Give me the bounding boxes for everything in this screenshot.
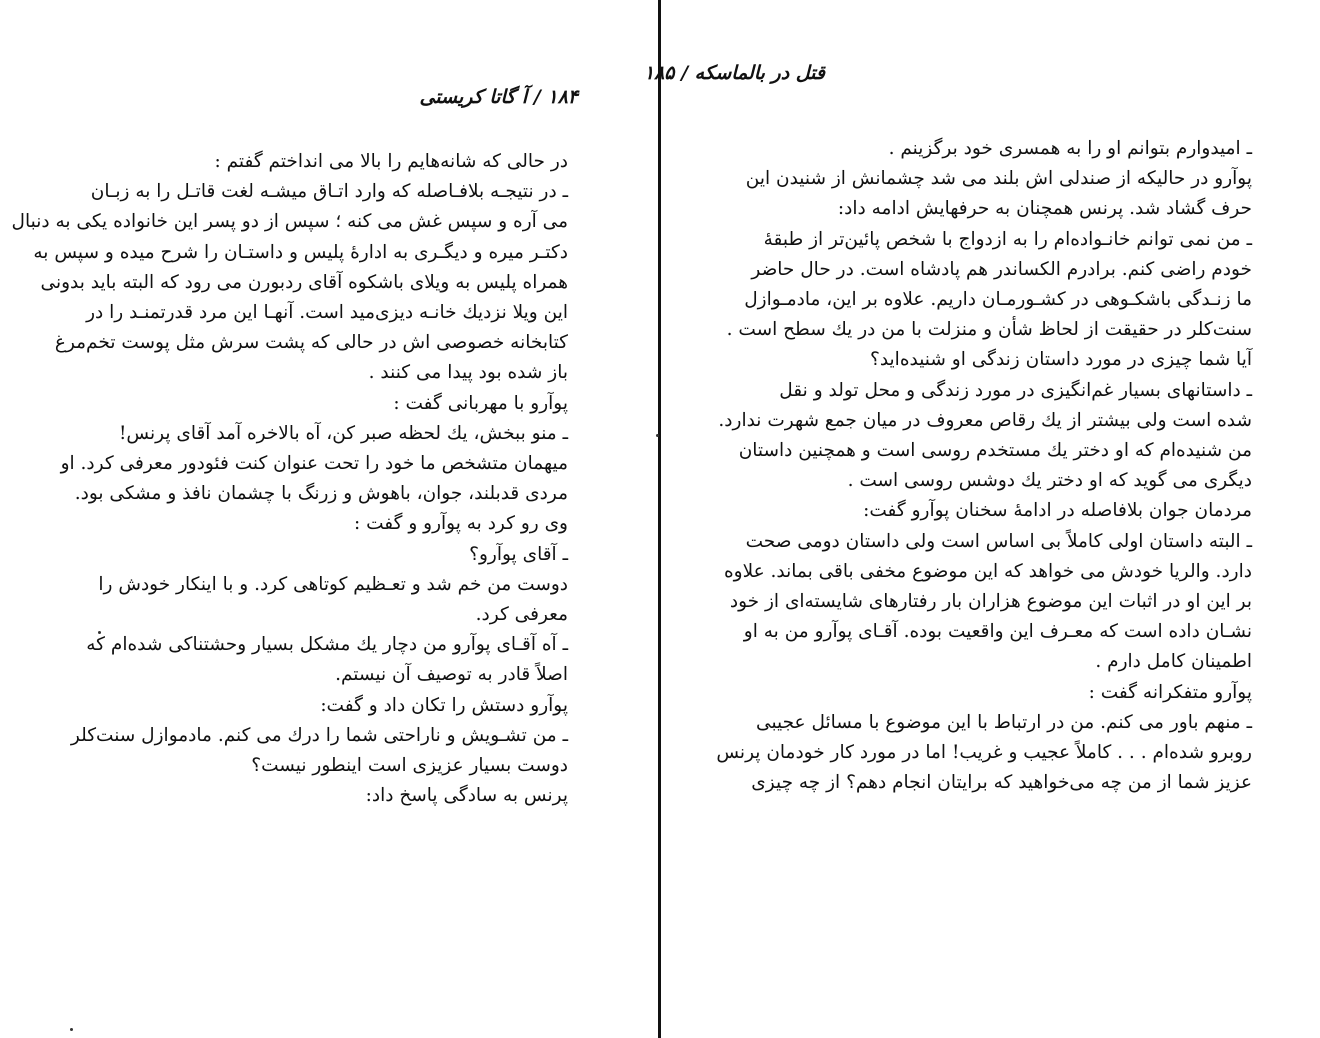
text-line: دارد. والریا خودش می خواهد که این موضوع مخفی باقی بماند. علاوه [723, 560, 1252, 582]
text-line: پوآرو با مهربانی گفت : [393, 392, 568, 414]
text-line: اصلاً قادر به توصیف آن نیستم. [335, 664, 568, 686]
text-line: کتابخانه خصوصی اش در حالی که پشت سرش مثل پوست تخم‌مرغ [54, 332, 568, 354]
text-line: بر این او در اثبات این موضوع هزاران بار رفتارهای شایسته‌ای از خود [729, 591, 1252, 613]
text-line: دکتـر میره و دیگـری به ادارهٔ پلیس و داستـان را شرح میده و سپس به [33, 241, 568, 263]
page-gutter-divider [658, 0, 661, 1038]
text-line: پوآرو متفکرانه گفت : [1088, 681, 1252, 703]
text-line: معرفی کرد. [475, 604, 568, 626]
text-line: دوست من خم شد و تعـظیم کوتاهی کرد. و با اینکار خودش را [98, 573, 568, 595]
left-page-body [11, 147, 568, 811]
print-speck [656, 434, 659, 437]
text-line: روبرو شده‌ام . . . کاملاً عجیب و غریب! اما در مورد کار خودمان پرنس [716, 742, 1252, 764]
text-line: میهمان متشخص ما خود را تحت عنوان کنت فئودور معرفی کرد. او [60, 453, 568, 475]
text-line: ـ امیدوارم بتوانم او را به همسری خود برگزینم . [888, 138, 1252, 159]
text-line: ـ آه آقـای پوآرو من دچار یك مشکل بسیار وحشتناکی شده‌ام که [86, 634, 568, 656]
text-line: دیگری می گوید که او دختر یك دوشس روسی است . [847, 470, 1252, 492]
text-line: ـ منو ببخش، یك لحظه صبر کن، آه بالاخره آمد آقای پرنس! [118, 422, 568, 444]
text-line: در حالی که شانه‌هایم را بالا می انداختم گفتم : [214, 151, 568, 172]
text-line: پرنس به سادگی پاسخ داد: [365, 785, 568, 807]
right-page [643, 0, 1320, 1038]
left-page [0, 0, 658, 1038]
text-line: ـ من نمی توانم خانـواده‌ام را به ازدواج با شخص پائین‌تر از طبقهٔ [763, 228, 1252, 250]
text-line: دوست بسیار عزیزی است اینطور نیست؟ [251, 755, 568, 777]
text-line: این ویلا نزدیك خانـه دیزی‌مید است. آنهـا این مرد قدرتمنـد را در [86, 302, 568, 324]
text-line: ـ داستانهای بسیار غم‌انگیزی در مورد زندگی و محل تولد و نقل [779, 379, 1252, 401]
text-line: مردی قدبلند، جوان، باهوش و زرنگ با چشمان نافذ و مشکی بود. [74, 483, 568, 505]
text-line: پوآرو دستش را تکان داد و گفت: [320, 694, 568, 716]
text-line: خودم راضی کنم. برادرم الکساندر هم پادشاه است. در حال حاضر [751, 258, 1252, 280]
text-line: ـ منهم باور می کنم. من در ارتباط با این موضوع با مسائل عجیبی [756, 711, 1252, 733]
right-page-header: قتل در بالماسکه / ۱۸۵ [643, 62, 825, 84]
right-page-body [716, 134, 1252, 798]
text-line: ـ آقای پوآرو؟ [469, 543, 568, 565]
text-line: وی رو کرد به پوآرو و گفت : [354, 513, 568, 535]
text-line: باز شده بود پیدا می کنند . [368, 362, 568, 384]
text-line: نشـان داده است که معـرف این واقعیت بوده. آقـای پوآرو من به او [743, 621, 1252, 643]
left-page-header: ۱۸۴ / آ گاتا کریستی [419, 86, 578, 108]
print-speck [98, 631, 101, 634]
text-line: می آره و سپس غش می کنه ؛ سپس از دو پسر این خانواده یکی به دنبال [11, 211, 568, 233]
text-line: همراه پلیس به ویلای باشکوه آقای ردبورن می رود که البته باید بدونی [40, 271, 568, 293]
text-line: سنت‌کلر در حقیقت از لحاظ شأن و منزلت با من در یك سطح است . [726, 319, 1252, 341]
text-line: ما زنـدگی باشکـوهی در کشـورمـان داریم. علاوه بر این، مادمـوازل [744, 289, 1252, 311]
text-line: مردمان جوان بلافاصله در ادامهٔ سخنان پوآرو گفت: [863, 500, 1252, 522]
text-line: پوآرو در حالیکه از صندلی اش بلند می شد چشمانش از شنیدن این [745, 168, 1252, 190]
text-line: عزیز شما از من چه می‌خواهید که برایتان انجام دهم؟ از چه چیزی [751, 772, 1252, 794]
text-line: آیا شما چیزی در مورد داستان زندگی او شنیده‌اید؟ [870, 349, 1252, 371]
text-line: ـ من تشـویش و ناراحتی شما را درك می کنم. مادموازل سنت‌کلر [70, 724, 568, 746]
print-speck [70, 1028, 73, 1031]
text-line: ـ در نتیجـه بلافـاصله که وارد اتـاق میشـه لغت قاتـل را به زبـان [90, 181, 568, 203]
text-line: اطمینان کامل دارم . [1095, 651, 1252, 673]
text-line: شده است ولی بیشتر از یك رقاص معروف در میان جمع شهرت ندارد. [718, 409, 1252, 431]
text-line: من شنیده‌ام که او دختر یك مستخدم روسی است و همچنین داستان [738, 440, 1252, 462]
text-line: ـ البته داستان اولی کاملاً بی اساس است ولی داستان دومی صحت [745, 530, 1252, 552]
text-line: حرف گشاد شد. پرنس همچنان به حرفهایش ادامه داد: [837, 198, 1252, 220]
